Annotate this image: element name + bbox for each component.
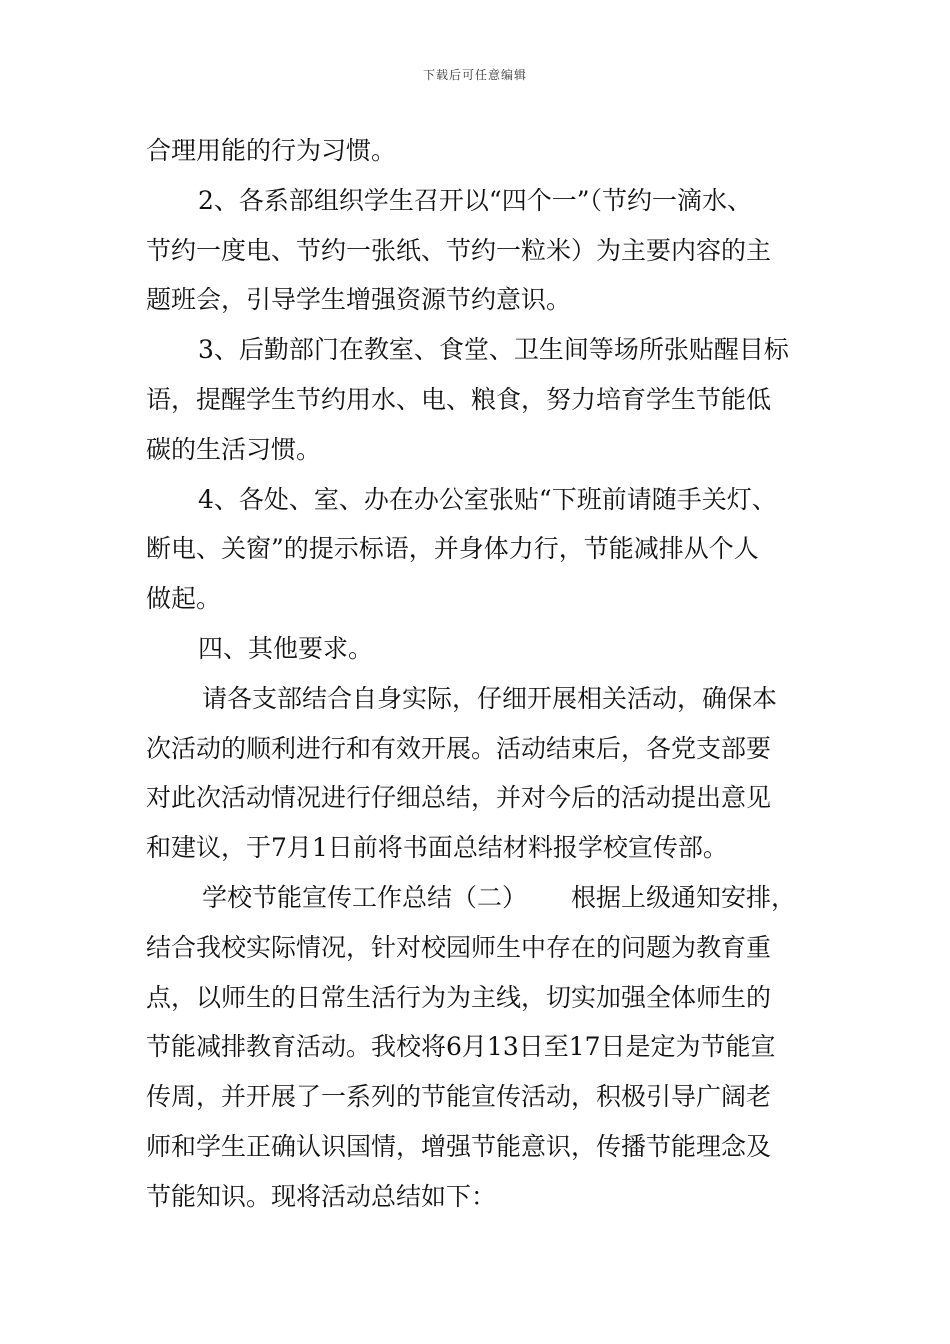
text-line: 传周，并开展了一系列的节能宣传活动，积极引导广阔老 xyxy=(146,1082,772,1112)
text-line: 做起。 xyxy=(146,584,222,614)
list-item-4: 4、各处、室、办在办公室张贴“下班前请随手关灯、 xyxy=(198,484,777,514)
document-body xyxy=(146,126,818,1222)
text-line: 语，提醒学生节约用水、电、粮食，努力培育学生节能低 xyxy=(146,384,772,414)
text-line: 对此次活动情况进行仔细总结，并对今后的活动提出意见 xyxy=(146,783,772,813)
text-line: 点，以师生的日常生活行为为主线，切实加强全体师生的 xyxy=(146,982,772,1012)
text-line: 节能减排教育活动。我校将6月13日至17日是定为节能宣 xyxy=(146,1032,776,1062)
summary-title-line xyxy=(146,873,818,923)
summary-title: 学校节能宣传工作总结（二） xyxy=(202,882,528,912)
page-header-watermark: 下载后可任意编辑 xyxy=(422,68,527,82)
text-line: 节约一度电、节约一张纸、节约一粒米）为主要内容的主 xyxy=(146,235,772,265)
text-line: 碳的生活习惯。 xyxy=(146,434,322,464)
text-line: 合理用能的行为习惯。 xyxy=(146,136,397,165)
text-line: 结合我校实际情况，针对校园师生中存在的问题为教育重 xyxy=(146,932,772,962)
text-line: 师和学生正确认识国情，增强节能意识，传播节能理念及 xyxy=(146,1131,772,1161)
section-heading-other-requirements: 四、其他要求。 xyxy=(198,633,374,663)
list-item-2: 2、各系部组织学生召开以“四个一”（节约一滴水、 xyxy=(198,185,752,215)
text-line: 节能知识。现将活动总结如下： xyxy=(146,1181,497,1211)
text-line: 题班会，引导学生增强资源节约意识。 xyxy=(146,285,572,315)
paragraph-start: 请各支部结合自身实际，仔细开展相关活动，确保本 xyxy=(202,683,778,713)
text-line: 断电、关窗”的提示标语，并身体力行，节能减排从个人 xyxy=(146,534,759,564)
text-line: 次活动的顺利进行和有效开展。活动结束后，各党支部要 xyxy=(146,733,772,763)
text-line: 和建议，于7月1日前将书面总结材料报学校宣传部。 xyxy=(146,833,728,863)
list-item-3: 3、后勤部门在教室、食堂、卫生间等场所张贴醒目标 xyxy=(198,335,789,365)
paragraph-start: 根据上级通知安排， xyxy=(571,882,797,912)
